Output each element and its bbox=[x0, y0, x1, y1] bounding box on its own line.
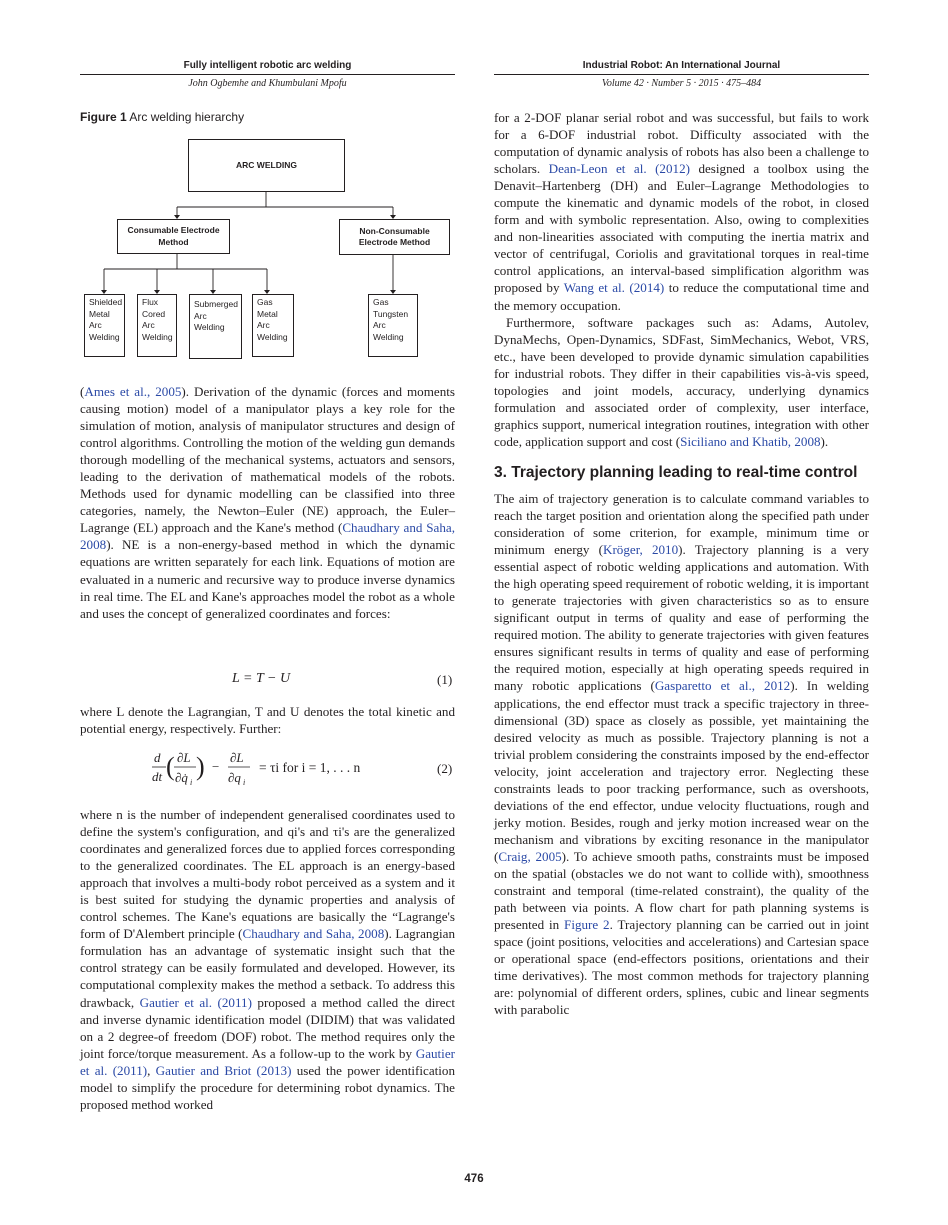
svg-text:∂L: ∂L bbox=[230, 750, 244, 765]
node-shielded-metal-arc-welding: Shielded Metal Arc Welding bbox=[84, 294, 125, 357]
svg-text:−: − bbox=[212, 759, 220, 774]
citation-link[interactable]: Wang et al. (2014) bbox=[563, 280, 665, 296]
citation-link[interactable]: Gautier and Briot (2013) bbox=[155, 1062, 292, 1078]
paragraph: Furthermore, software packages such as: Adams, Autolev, DynaMechs, Open-Dynamics, SDFast, SimMechanics, Webot, VRS, etc., have been developed to provide dynamic simulation capabilities for industrial robots. They differ in their capabilities vis-à-vis speed, topologies and joint models, accuracy, underlying dynamics formulation and associated order of complexity, user interface, graphics support, numerical integration routines, integration with other code, application support and cost (Siciliano and Khatib, 2008). bbox=[494, 314, 869, 449]
arc-welding-hierarchy-diagram bbox=[80, 133, 455, 373]
figure-caption bbox=[80, 110, 244, 124]
right-column bbox=[494, 109, 869, 1018]
svg-text:): ) bbox=[196, 752, 205, 781]
citation-link[interactable]: Gautier et al. (2011) bbox=[139, 994, 252, 1010]
citation-link[interactable]: Ames et al., 2005 bbox=[84, 384, 182, 399]
node-arc-welding: ARC WELDING bbox=[188, 139, 345, 192]
node-flux-cored-arc-welding: Flux Cored Arc Welding bbox=[137, 294, 177, 357]
running-header-right bbox=[494, 58, 869, 90]
citation-link[interactable]: Chaudhary and Saha, 2008 bbox=[80, 520, 455, 553]
paragraph: The aim of trajectory generation is to calculate command variables to reach the target position and orientation along the specified path under consideration of some criterion, for example, minimum time or minimum energy (Kröger, 2010). Trajectory planning is a very essential aspect of robotic welding applications and automation. With the high operating speed requirement of robotic welding, it is important to generate trajectories with given characteristics so as to ensure significant output in terms of quality and ease of performing the required motion. The ability to generate trajectories with given features ensures significant results in terms of quality and ease of performing the required motion, especially at high operating speeds required in many robotic applications (Gasparetto et al., 2012). In welding applications, the end effector must track a specific trajectory in three-dimensional (3D) space as closely as possible, yet maintaining the desired velocity as much as possible. Trajectory planning is not a trivial problem considering the constraints imposed by the end-effector velocity, joint acceleration and trajectory error. Neglecting these constraints leads to poor tracking performance, such as overshoots, deviations of the end effector, undue velocity fluctuations, rough and jerky motion. Besides, rough and jerky motion increased wear on the mechanism and vibrations by exciting resonance in the manipulator (Craig, 2005). To achieve smooth paths, constraints must be imposed on the spatial (obstacles we do not want to collide with), smoothness constraint and temporal (time-related constraint), the quality of the path between via points. A flow chart for path planning systems is presented in Figure 2. Trajectory planning can be carried out in joint space (joint positions, velocities and accelerations) and Cartesian space or operational space (end-effectors positions, orientations and their time derivatives). The most common methods for trajectory planning are: polynomial of different orders, splines, cubic and linear segments with parabolic bbox=[494, 490, 870, 1018]
authors: John Ogbemhe and Khumbulani Mpofu bbox=[188, 78, 347, 89]
citation-link[interactable]: Siciliano and Khatib, 2008 bbox=[680, 433, 821, 449]
paragraph: where L denote the Lagrangian, T and U denotes the total kinetic and potential energy, respectively. Further: bbox=[80, 704, 455, 737]
node-non-consumable-electrode: Non-Consumable Electrode Method bbox=[339, 219, 450, 255]
citation-link[interactable]: Chaudhary and Saha, 2008 bbox=[242, 926, 385, 942]
equation-2 bbox=[152, 748, 402, 792]
citation-link[interactable]: Craig, 2005 bbox=[498, 848, 562, 864]
figure-label: Figure 1 bbox=[80, 110, 127, 124]
citation-link[interactable]: Dean-Leon et al. (2012) bbox=[548, 161, 690, 177]
equation-1-number: (1) bbox=[437, 672, 453, 687]
svg-text:i: i bbox=[190, 778, 193, 787]
section-heading: 3. Trajectory planning leading to real-time control bbox=[494, 463, 858, 481]
paragraph: (Ames et al., 2005). Derivation of the dynamic (forces and moments causing motion) model of a manipulator plays a key role for the simulation of motion, analysis of manipulator structures and design of control algorithms. Controlling the motion of the welding gun demands thorough modelling of the mechanical systems, actuators and sensors, leading to the derivation of mathematical models of the robots. Methods used for dynamic modelling can be classified into three categories, namely, the Newton–Euler (NE) approach, the Euler–Lagrange (EL) approach and the Kane's method (Chaudhary and Saha, 2008). NE is a non-energy-based method in which the dynamic equations are written separately for each link. Equations of motion are evaluated in a numeric and recursive way to produce inverse dynamics in real time. The EL and Kane's approaches model the robot as a whole and uses the concept of generalized coordinates and forces: bbox=[80, 384, 455, 621]
equation-2-number: (2) bbox=[437, 761, 453, 776]
node-gas-metal-arc-welding: Gas Metal Arc Welding bbox=[252, 294, 294, 357]
citation-link[interactable]: Gasparetto et al., 2012 bbox=[654, 678, 791, 694]
svg-text:dt: dt bbox=[152, 769, 163, 784]
node-gas-tungsten-arc-welding: Gas Tungsten Arc Welding bbox=[368, 294, 418, 357]
left-column-intro bbox=[80, 383, 455, 622]
node-consumable-electrode: Consumable Electrode Method bbox=[117, 219, 230, 254]
equation-2-rhs: = τi for i = 1, . . . n bbox=[259, 760, 361, 775]
journal-title: Industrial Robot: An International Journal bbox=[582, 60, 781, 71]
citation-link[interactable]: Gautier et al. (2011) bbox=[80, 1045, 455, 1078]
page-number: 476 bbox=[464, 1173, 484, 1185]
article-title: Fully intelligent robotic arc welding bbox=[183, 60, 352, 71]
running-header-left bbox=[80, 58, 455, 90]
svg-text:∂q̇: ∂q̇ bbox=[175, 770, 188, 785]
svg-text:d: d bbox=[154, 750, 161, 765]
svg-text:∂L: ∂L bbox=[177, 750, 191, 765]
node-submerged-arc-welding: Submerged Arc Welding bbox=[189, 294, 242, 359]
paragraph: for a 2-DOF planar serial robot and was successful, but fails to work for a 6-DOF industrial robot. Difficulty associated with the computation of dynamic analysis of robots has also been a challenge to scholars. Dean-Leon et al. (2012) designed a toolbox using the Denavit–Hartenberg (DH) and Euler–Lagrange Methodologies to compute the kinematic and dynamic models of the robot, in closed form and with symbolic representation. Also, owing to complexities and non-linearities associated with computing the inertia matrix and vector of centrifugal, Coriolis and gravitational torques in real-time control applications, an interval-based simplification algorithm was proposed by Wang et al. (2014) to reduce the computational time and the memory occupation. bbox=[494, 110, 870, 313]
paragraph: where n is the number of independent generalised coordinates used to define the system's configuration, and qi's and τi's are the generalized coordinates and generalized forces due to applied forces corresponding to the generalized coordinates. The EL approach is an energy-based approach that involves a multi-body robot perceived as a system and it is best suited for studying the dynamic properties and analysis of control schemes. The Kane's equations are basically the “Lagrange's form of D'Alembert principle (Chaudhary and Saha, 2008). Lagrangian formulation has an advantage of systematic insight such that the control strategy can be easily formulated and developed. However, its computational complexity makes the method a setback. To address this drawback, Gautier et al. (2011) proposed a method called the direct and inverse dynamic identification model (DIDIM) that was validated on a 2 degree-of freedom (DOF) robot. The method requires only the joint force/torque measurement. As a follow-up to the work by Gautier et al. (2011), Gautier and Briot (2013) used the power identification model to simplify the procedure for determining robot dynamics. The proposed method worked bbox=[80, 807, 456, 1112]
left-column-el-approach bbox=[80, 806, 455, 1113]
svg-text:(: ( bbox=[166, 752, 175, 781]
svg-text:i: i bbox=[243, 778, 246, 787]
equation-1: L = T − U bbox=[232, 671, 291, 686]
svg-text:∂q: ∂q bbox=[228, 770, 241, 785]
citation-link[interactable]: Kröger, 2010 bbox=[602, 542, 679, 558]
header-rule bbox=[494, 74, 869, 75]
volume-info: Volume 42 · Number 5 · 2015 · 475–484 bbox=[601, 78, 762, 89]
figure-link[interactable]: Figure 2 bbox=[564, 917, 610, 933]
left-column-lagrangian-text bbox=[80, 703, 455, 737]
header-rule bbox=[80, 74, 455, 75]
figure-caption-text: Arc welding hierarchy bbox=[129, 110, 245, 124]
